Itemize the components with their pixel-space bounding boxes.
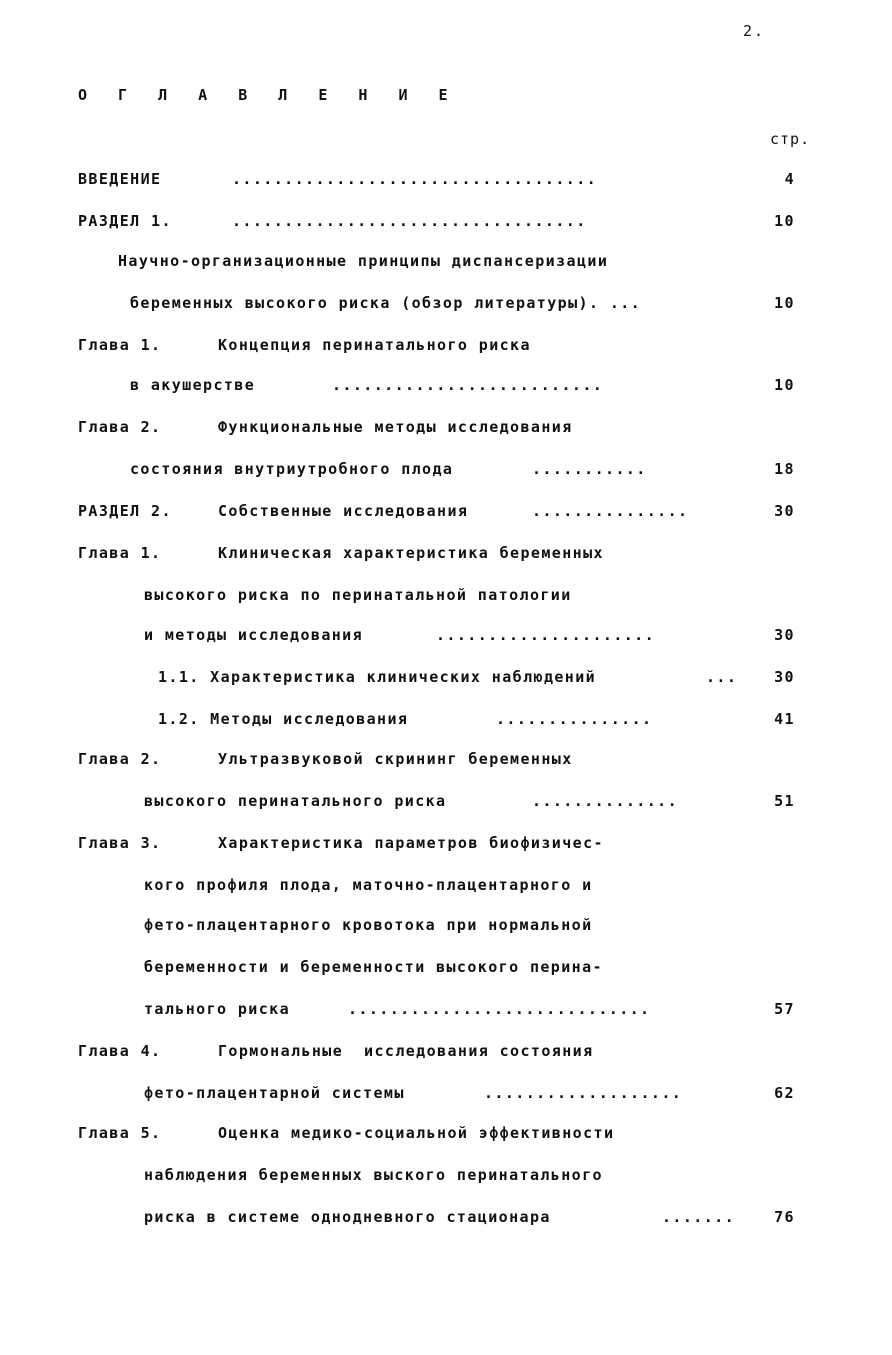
toc-entry — [0, 418, 892, 442]
toc-entry-page: 30 — [774, 626, 795, 644]
toc-entry-leader: ..................... — [436, 626, 656, 644]
toc-entry-leader: ... — [706, 668, 738, 686]
toc-entry-title: Собственные исследования — [218, 502, 469, 520]
toc-entry — [0, 1166, 892, 1190]
toc-entry — [0, 252, 892, 276]
toc-entry — [0, 792, 892, 816]
toc-entry — [0, 876, 892, 900]
page-title: О Г Л А В Л Е Н И Е — [78, 86, 459, 104]
toc-entry-page: 57 — [774, 1000, 795, 1018]
toc-entry-page: 30 — [774, 668, 795, 686]
toc-entry-page: 10 — [774, 212, 795, 230]
toc-entry-leader: ................... — [484, 1084, 683, 1102]
toc-entry-leader: .................................. — [232, 212, 587, 230]
toc-entry — [0, 170, 892, 194]
toc-entry-title: в акушерстве — [130, 376, 256, 394]
toc-entry-page: 51 — [774, 792, 795, 810]
toc-entry-page: 10 — [774, 294, 795, 312]
toc-entry-label: РАЗДЕЛ 1. — [78, 212, 172, 230]
toc-entry-title: Клиническая характеристика беременных — [218, 544, 604, 562]
toc-entry-page: 10 — [774, 376, 795, 394]
toc-entry — [0, 502, 892, 526]
toc-entry-page: 76 — [774, 1208, 795, 1226]
toc-entry-title: риска в системе однодневного стационара — [144, 1208, 551, 1226]
toc-entry-label: Глава 2. — [78, 418, 162, 436]
toc-entry-leader: .............. — [532, 792, 679, 810]
toc-entry-label: Глава 4. — [78, 1042, 162, 1060]
toc-entry-title: Концепция перинатального риска — [218, 336, 531, 354]
toc-entry-leader: ........... — [532, 460, 647, 478]
toc-entry-page: 41 — [774, 710, 795, 728]
toc-entry-title: Гормональные исследования состояния — [218, 1042, 594, 1060]
toc-entry-page: 4 — [784, 170, 795, 188]
toc-entry-title: Оценка медико-социальной эффективности — [218, 1124, 615, 1142]
toc-entry-label: Глава 5. — [78, 1124, 162, 1142]
toc-entry-title: беременных высокого риска (обзор литературы). ... — [130, 294, 642, 312]
toc-entry-page: 30 — [774, 502, 795, 520]
toc-entry-title: наблюдения беременных выского перинатального — [144, 1166, 603, 1184]
toc-entry — [0, 586, 892, 610]
toc-entry-label: Глава 2. — [78, 750, 162, 768]
toc-entry-leader: ................................... — [232, 170, 598, 188]
toc-entry-label: Глава 3. — [78, 834, 162, 852]
toc-entry — [0, 750, 892, 774]
toc-entry-title: 1.1. Характеристика клинических наблюдений — [158, 668, 597, 686]
toc-entry — [0, 668, 892, 692]
toc-entry-title: состояния внутриутробного плода — [130, 460, 454, 478]
toc-entry-title: тального риска — [144, 1000, 291, 1018]
toc-entry-title: Ультразвуковой скрининг беременных — [218, 750, 573, 768]
toc-entry-leader: ............... — [496, 710, 653, 728]
page-column-header: стр. — [770, 130, 811, 148]
toc-entry — [0, 1208, 892, 1232]
page-number: 2. — [743, 22, 766, 40]
toc-entry-title: Характеристика параметров биофизичес- — [218, 834, 604, 852]
toc-entry — [0, 336, 892, 360]
toc-entry-title: кого профиля плода, маточно-плацентарного и — [144, 876, 593, 894]
toc-entry-leader: ............... — [532, 502, 689, 520]
toc-entry-page: 62 — [774, 1084, 795, 1102]
toc-entry — [0, 294, 892, 318]
toc-entry-label: Глава 1. — [78, 544, 162, 562]
toc-entry-leader: .......................... — [332, 376, 604, 394]
toc-entry — [0, 1000, 892, 1024]
toc-entry — [0, 1124, 892, 1148]
toc-entry — [0, 1042, 892, 1066]
toc-entry-title: Функциональные методы исследования — [218, 418, 573, 436]
toc-entry-title: 1.2. Методы исследования — [158, 710, 409, 728]
toc-entry-label: ВВЕДЕНИЕ — [78, 170, 162, 188]
toc-entry-label: Глава 1. — [78, 336, 162, 354]
toc-entry — [0, 1084, 892, 1108]
toc-entry — [0, 212, 892, 236]
toc-entry — [0, 958, 892, 982]
toc-entry — [0, 710, 892, 734]
toc-entry-label: РАЗДЕЛ 2. — [78, 502, 172, 520]
toc-entry-page: 18 — [774, 460, 795, 478]
toc-entry-title: и методы исследования — [144, 626, 364, 644]
toc-entry-title: фето-плацентарной системы — [144, 1084, 405, 1102]
toc-entry — [0, 626, 892, 650]
toc-entry-title: фето-плацентарного кровотока при нормальной — [144, 916, 593, 934]
toc-entry-title: беременности и беременности высокого перина- — [144, 958, 603, 976]
toc-entry-title: высокого риска по перинатальной патологии — [144, 586, 572, 604]
toc-entry — [0, 460, 892, 484]
toc-entry-leader: ....... — [662, 1208, 736, 1226]
toc-entry-leader: ............................. — [348, 1000, 651, 1018]
toc-entry — [0, 376, 892, 400]
toc-entry-title: Научно-организационные принципы диспансеризации — [118, 252, 609, 270]
toc-entry — [0, 916, 892, 940]
toc-entry — [0, 544, 892, 568]
toc-entry — [0, 834, 892, 858]
toc-entry-title: высокого перинатального риска — [144, 792, 447, 810]
